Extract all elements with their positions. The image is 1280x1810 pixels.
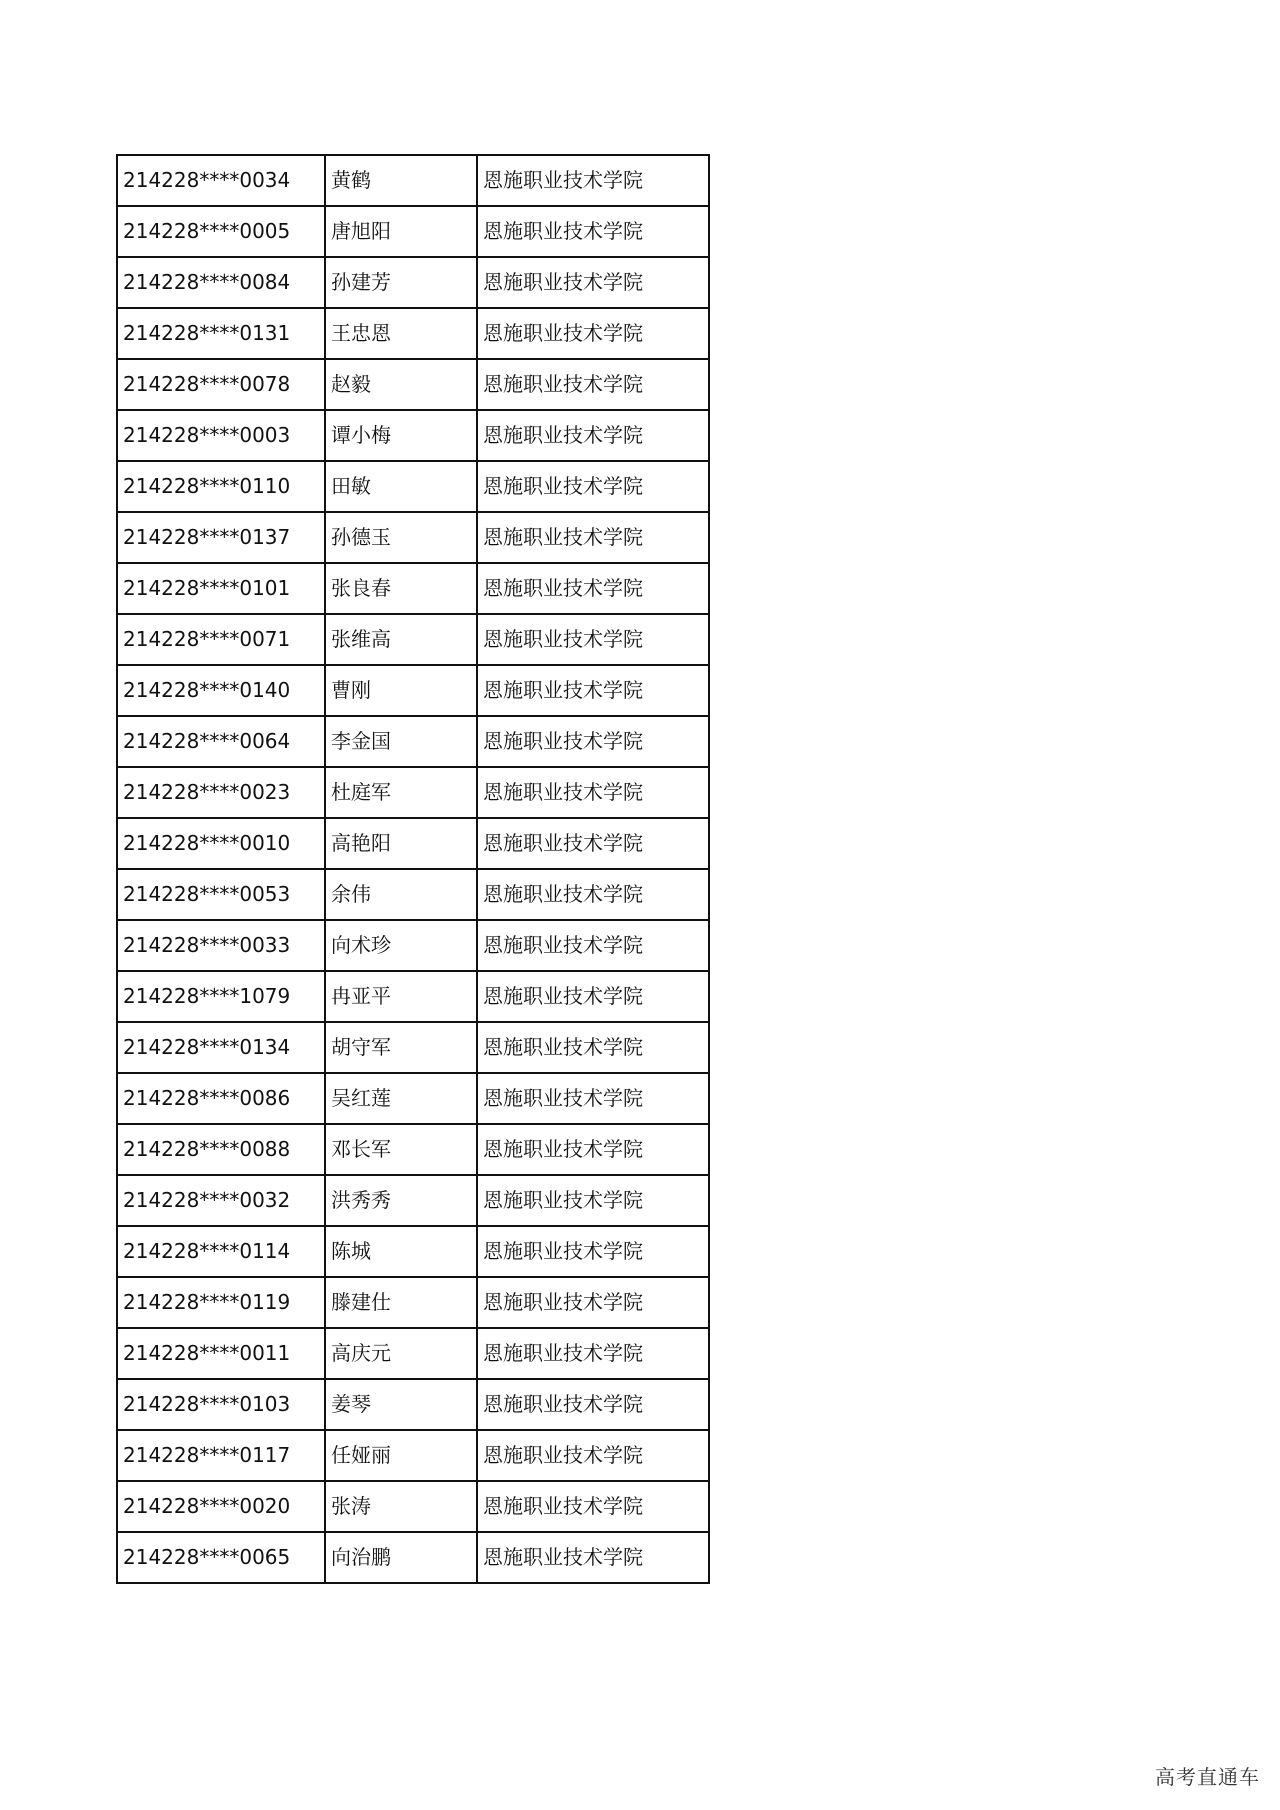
name-cell: 吴红莲: [325, 1073, 477, 1124]
id-cell: 214228****0101: [117, 563, 325, 614]
school-cell: 恩施职业技术学院: [477, 1175, 709, 1226]
school-cell: 恩施职业技术学院: [477, 971, 709, 1022]
id-cell: 214228****0086: [117, 1073, 325, 1124]
table-row: [117, 818, 709, 869]
id-cell: 214228****0137: [117, 512, 325, 563]
id-cell: 214228****0032: [117, 1175, 325, 1226]
table-row: [117, 1124, 709, 1175]
id-cell: 214228****0011: [117, 1328, 325, 1379]
id-cell: 214228****0078: [117, 359, 325, 410]
name-cell: 李金国: [325, 716, 477, 767]
name-cell: 孙德玉: [325, 512, 477, 563]
table-row: [117, 1430, 709, 1481]
name-cell: 赵毅: [325, 359, 477, 410]
name-cell: 谭小梅: [325, 410, 477, 461]
table-row: [117, 869, 709, 920]
school-cell: 恩施职业技术学院: [477, 410, 709, 461]
school-cell: 恩施职业技术学院: [477, 1481, 709, 1532]
id-cell: 214228****0005: [117, 206, 325, 257]
table-row: [117, 971, 709, 1022]
school-cell: 恩施职业技术学院: [477, 665, 709, 716]
table-row: [117, 1226, 709, 1277]
school-cell: 恩施职业技术学院: [477, 155, 709, 206]
school-cell: 恩施职业技术学院: [477, 1022, 709, 1073]
id-cell: 214228****0131: [117, 308, 325, 359]
table-row: [117, 512, 709, 563]
id-cell: 214228****0023: [117, 767, 325, 818]
table-row: [117, 1481, 709, 1532]
table-row: [117, 1022, 709, 1073]
table-row: [117, 614, 709, 665]
school-cell: 恩施职业技术学院: [477, 1532, 709, 1583]
name-cell: 陈城: [325, 1226, 477, 1277]
id-cell: 214228****0034: [117, 155, 325, 206]
id-cell: 214228****0071: [117, 614, 325, 665]
name-cell: 邓长军: [325, 1124, 477, 1175]
school-cell: 恩施职业技术学院: [477, 920, 709, 971]
school-cell: 恩施职业技术学院: [477, 1073, 709, 1124]
school-cell: 恩施职业技术学院: [477, 767, 709, 818]
table-row: [117, 1328, 709, 1379]
id-cell: 214228****0020: [117, 1481, 325, 1532]
school-cell: 恩施职业技术学院: [477, 308, 709, 359]
name-cell: 王忠恩: [325, 308, 477, 359]
school-cell: 恩施职业技术学院: [477, 716, 709, 767]
school-cell: 恩施职业技术学院: [477, 869, 709, 920]
school-cell: 恩施职业技术学院: [477, 1277, 709, 1328]
id-cell: 214228****0003: [117, 410, 325, 461]
id-cell: 214228****0033: [117, 920, 325, 971]
id-cell: 214228****0053: [117, 869, 325, 920]
name-cell: 黄鹤: [325, 155, 477, 206]
id-cell: 214228****0010: [117, 818, 325, 869]
watermark-text: 高考直通车: [1155, 1765, 1260, 1789]
table-row: [117, 1379, 709, 1430]
table-row: [117, 308, 709, 359]
name-cell: 杜庭军: [325, 767, 477, 818]
id-cell: 214228****1079: [117, 971, 325, 1022]
name-cell: 孙建芳: [325, 257, 477, 308]
name-cell: 曹刚: [325, 665, 477, 716]
table-row: [117, 716, 709, 767]
name-cell: 田敏: [325, 461, 477, 512]
data-table: [116, 154, 710, 1584]
school-cell: 恩施职业技术学院: [477, 1226, 709, 1277]
school-cell: 恩施职业技术学院: [477, 512, 709, 563]
id-cell: 214228****0064: [117, 716, 325, 767]
id-cell: 214228****0110: [117, 461, 325, 512]
name-cell: 洪秀秀: [325, 1175, 477, 1226]
id-cell: 214228****0117: [117, 1430, 325, 1481]
id-cell: 214228****0114: [117, 1226, 325, 1277]
id-cell: 214228****0103: [117, 1379, 325, 1430]
table-row: [117, 257, 709, 308]
school-cell: 恩施职业技术学院: [477, 818, 709, 869]
school-cell: 恩施职业技术学院: [477, 614, 709, 665]
school-cell: 恩施职业技术学院: [477, 1124, 709, 1175]
school-cell: 恩施职业技术学院: [477, 206, 709, 257]
school-cell: 恩施职业技术学院: [477, 1328, 709, 1379]
table-row: [117, 206, 709, 257]
id-cell: 214228****0134: [117, 1022, 325, 1073]
table-row: [117, 359, 709, 410]
name-cell: 任娅丽: [325, 1430, 477, 1481]
table-row: [117, 1073, 709, 1124]
name-cell: 高艳阳: [325, 818, 477, 869]
name-cell: 向治鹏: [325, 1532, 477, 1583]
table-row: [117, 461, 709, 512]
school-cell: 恩施职业技术学院: [477, 359, 709, 410]
table-row: [117, 665, 709, 716]
id-cell: 214228****0119: [117, 1277, 325, 1328]
table-row: [117, 920, 709, 971]
name-cell: 张良春: [325, 563, 477, 614]
id-cell: 214228****0088: [117, 1124, 325, 1175]
school-cell: 恩施职业技术学院: [477, 1379, 709, 1430]
table-row: [117, 1532, 709, 1583]
table-row: [117, 155, 709, 206]
table-row: [117, 563, 709, 614]
name-cell: 张涛: [325, 1481, 477, 1532]
id-cell: 214228****0065: [117, 1532, 325, 1583]
table-row: [117, 1277, 709, 1328]
name-cell: 余伟: [325, 869, 477, 920]
name-cell: 唐旭阳: [325, 206, 477, 257]
id-cell: 214228****0084: [117, 257, 325, 308]
name-cell: 滕建仕: [325, 1277, 477, 1328]
table-row: [117, 1175, 709, 1226]
table-row: [117, 767, 709, 818]
name-cell: 张维高: [325, 614, 477, 665]
school-cell: 恩施职业技术学院: [477, 257, 709, 308]
school-cell: 恩施职业技术学院: [477, 461, 709, 512]
name-cell: 姜琴: [325, 1379, 477, 1430]
id-cell: 214228****0140: [117, 665, 325, 716]
name-cell: 胡守军: [325, 1022, 477, 1073]
school-cell: 恩施职业技术学院: [477, 1430, 709, 1481]
name-cell: 冉亚平: [325, 971, 477, 1022]
name-cell: 高庆元: [325, 1328, 477, 1379]
table-body: [117, 155, 709, 1583]
name-cell: 向术珍: [325, 920, 477, 971]
table-row: [117, 410, 709, 461]
school-cell: 恩施职业技术学院: [477, 563, 709, 614]
